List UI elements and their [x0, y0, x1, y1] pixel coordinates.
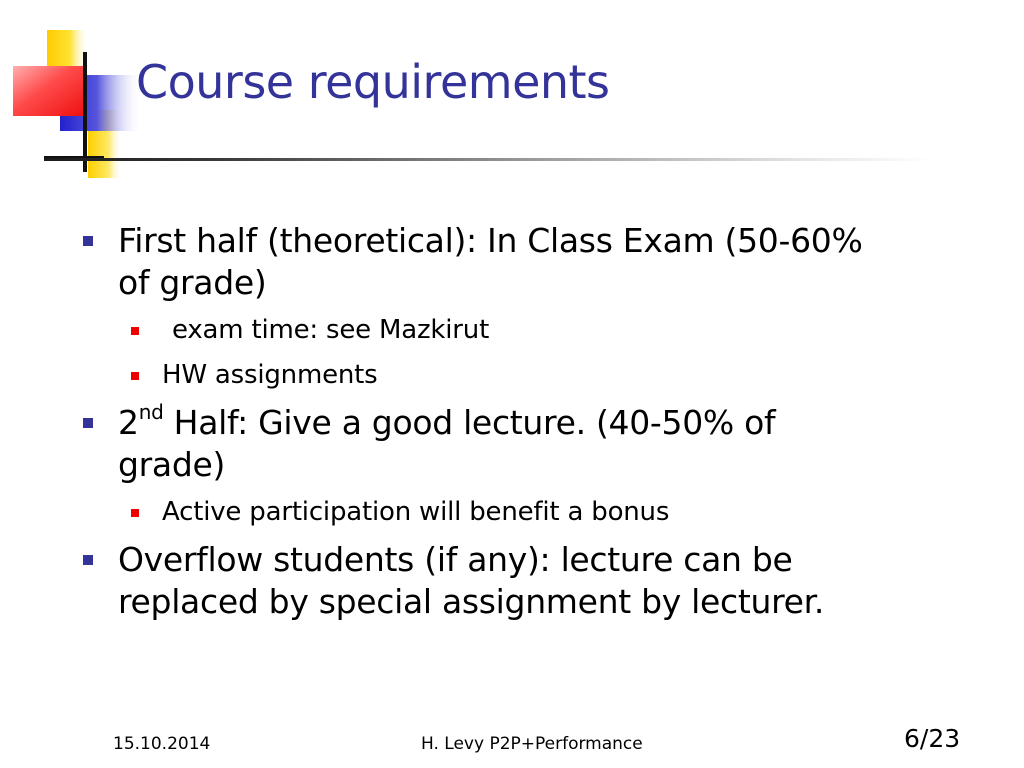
bullet-text-rest: Half: Give a good lecture. (40-50% of grade) — [118, 403, 776, 484]
ordinal-number: 2 — [118, 403, 139, 442]
bullet-text — [118, 400, 776, 484]
square-bullet-icon — [131, 327, 139, 335]
sub-bullet-exam-time — [162, 308, 878, 353]
bullet-list — [0, 220, 1024, 623]
bullet-text: Overflow students (if any): lecture can be replaced by special assignment by lecturer. — [118, 540, 825, 621]
square-bullet-icon — [83, 555, 93, 565]
square-bullet-icon — [83, 418, 93, 428]
ordinal-suffix: nd — [138, 400, 164, 424]
footer-author: H. Levy P2P+Performance — [421, 734, 643, 754]
square-bullet-icon — [131, 372, 139, 380]
footer-date: 15.10.2014 — [113, 734, 211, 754]
title-underline — [44, 158, 934, 161]
bullet-text: First half (theoretical): In Class Exam (50-60% of grade) — [118, 221, 863, 302]
slide-number: 6/23 — [904, 724, 961, 753]
sub-bullet-text: exam time: see Mazkirut — [172, 315, 490, 345]
sub-bullet-list — [118, 308, 878, 398]
square-bullet-icon — [131, 509, 139, 517]
sub-bullet-text: HW assignments — [162, 360, 378, 390]
sub-bullet-list — [118, 490, 878, 535]
bullet-item-overflow — [118, 539, 878, 623]
bullet-item-first-half — [118, 220, 878, 398]
sub-bullet-text: Active participation will benefit a bonus — [162, 497, 670, 527]
slide-title: Course requirements — [136, 55, 610, 109]
sub-bullet-hw — [162, 353, 878, 398]
sub-bullet-participation — [162, 490, 878, 535]
bullet-item-second-half — [118, 402, 878, 535]
square-bullet-icon — [83, 236, 93, 246]
